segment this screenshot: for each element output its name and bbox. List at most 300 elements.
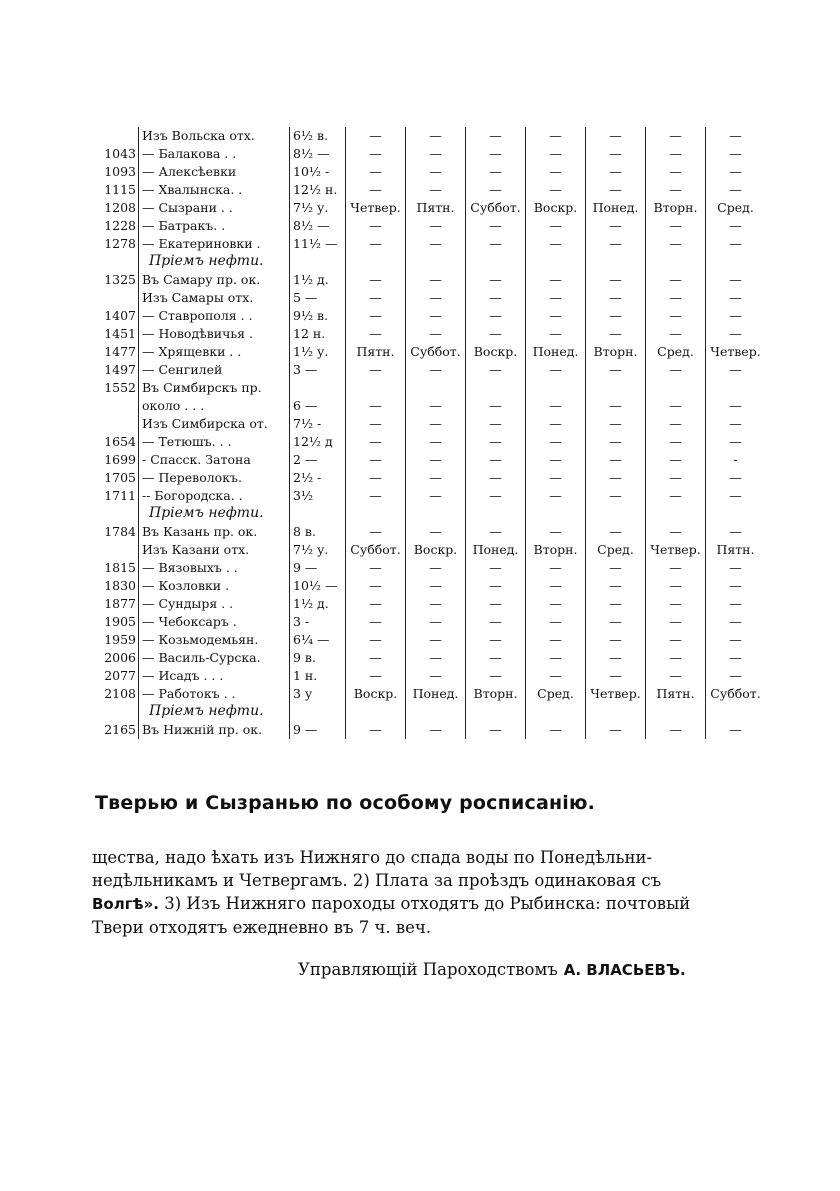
time-cell: 9 в. bbox=[290, 649, 346, 667]
schedule-row bbox=[92, 235, 765, 253]
weekday-cell: — bbox=[526, 217, 586, 235]
weekday-cell: — bbox=[526, 289, 586, 307]
weekday-cell: — bbox=[706, 469, 766, 487]
weekday-cell bbox=[706, 505, 766, 523]
schedule-row bbox=[92, 577, 765, 595]
weekday-cell: — bbox=[706, 721, 766, 739]
weekday-cell bbox=[706, 253, 766, 271]
time-cell: 10½ - bbox=[290, 163, 346, 181]
weekday-cell: — bbox=[406, 235, 466, 253]
weekday-cell: — bbox=[346, 433, 406, 451]
note-bold-text: Волгѣ». bbox=[92, 895, 159, 913]
weekday-cell: — bbox=[406, 145, 466, 163]
weekday-cell: — bbox=[586, 721, 646, 739]
weekday-cell: — bbox=[466, 469, 526, 487]
weekday-cell: - bbox=[706, 451, 766, 469]
station-name: Пріемъ нефти. bbox=[139, 505, 290, 523]
verst-mark: 1497 bbox=[104, 362, 136, 377]
weekday-cell: — bbox=[706, 181, 766, 199]
verst-mark: 2077 bbox=[104, 668, 136, 683]
weekday-cell: — bbox=[466, 235, 526, 253]
weekday-cell: — bbox=[466, 667, 526, 685]
weekday-cell: — bbox=[706, 631, 766, 649]
weekday-cell: — bbox=[706, 361, 766, 379]
weekday-cell: — bbox=[526, 127, 586, 145]
weekday-cell: — bbox=[346, 631, 406, 649]
station-name: — Сундыря . . bbox=[139, 595, 290, 613]
weekday-cell: — bbox=[586, 217, 646, 235]
weekday-cell: — bbox=[346, 721, 406, 739]
time-cell: 10½ — bbox=[290, 577, 346, 595]
station-name: — Батракъ. . bbox=[139, 217, 290, 235]
weekday-cell: — bbox=[706, 289, 766, 307]
weekday-cell: — bbox=[586, 397, 646, 415]
weekday-cell: — bbox=[406, 595, 466, 613]
weekday-cell: — bbox=[346, 361, 406, 379]
verst-mark: 1115 bbox=[104, 182, 136, 197]
time-cell: 1½ у. bbox=[290, 343, 346, 361]
station-name: Въ Симбирскъ пр. bbox=[139, 379, 290, 397]
weekday-cell: Понед. bbox=[466, 541, 526, 559]
weekday-cell: — bbox=[586, 469, 646, 487]
weekday-cell: Пятн. bbox=[646, 685, 706, 703]
schedule-row bbox=[92, 451, 765, 469]
verst-mark: 1877 bbox=[104, 596, 136, 611]
station-name: Изъ Самары отх. bbox=[139, 289, 290, 307]
verst-mark bbox=[92, 127, 139, 145]
weekday-cell: — bbox=[346, 397, 406, 415]
weekday-cell: — bbox=[466, 397, 526, 415]
schedule-row bbox=[92, 685, 765, 703]
time-cell: 3½ bbox=[290, 487, 346, 505]
weekday-cell: — bbox=[406, 667, 466, 685]
weekday-cell: — bbox=[346, 415, 406, 433]
weekday-cell bbox=[466, 505, 526, 523]
weekday-cell: — bbox=[706, 523, 766, 541]
schedule-row bbox=[92, 667, 765, 685]
weekday-cell: — bbox=[406, 721, 466, 739]
weekday-cell: — bbox=[346, 451, 406, 469]
weekday-cell: — bbox=[406, 451, 466, 469]
verst-mark: 1208 bbox=[104, 200, 136, 215]
time-cell: 8 в. bbox=[290, 523, 346, 541]
weekday-cell: Вторн. bbox=[586, 343, 646, 361]
weekday-cell: — bbox=[406, 361, 466, 379]
weekday-cell: — bbox=[526, 595, 586, 613]
weekday-cell bbox=[406, 253, 466, 271]
weekday-cell: Воскр. bbox=[466, 343, 526, 361]
weekday-cell: — bbox=[406, 307, 466, 325]
weekday-cell: — bbox=[646, 721, 706, 739]
note-line: Твери отходятъ ежедневно въ 7 ч. веч. bbox=[92, 918, 432, 937]
weekday-cell bbox=[346, 505, 406, 523]
weekday-cell: — bbox=[346, 307, 406, 325]
weekday-cell: — bbox=[706, 145, 766, 163]
note-text: 3) Изъ Нижняго пароходы отходятъ до Рыбинска: почтовый bbox=[159, 894, 691, 913]
time-cell: 6¼ — bbox=[290, 631, 346, 649]
weekday-cell: — bbox=[346, 163, 406, 181]
weekday-cell: — bbox=[526, 433, 586, 451]
station-name: - Спасск. Затона bbox=[139, 451, 290, 469]
verst-mark: 1325 bbox=[104, 272, 136, 287]
verst-mark: 1711 bbox=[104, 488, 136, 503]
weekday-cell bbox=[526, 379, 586, 397]
weekday-cell: — bbox=[646, 577, 706, 595]
weekday-cell: — bbox=[346, 127, 406, 145]
weekday-cell: — bbox=[646, 325, 706, 343]
weekday-cell: — bbox=[346, 217, 406, 235]
schedule-row bbox=[92, 361, 765, 379]
weekday-cell: Суббот. bbox=[706, 685, 766, 703]
weekday-cell: Сред. bbox=[646, 343, 706, 361]
weekday-cell: — bbox=[526, 415, 586, 433]
weekday-cell: — bbox=[706, 559, 766, 577]
weekday-cell: — bbox=[646, 271, 706, 289]
verst-mark: 1784 bbox=[104, 524, 136, 539]
station-name: около . . . bbox=[139, 397, 290, 415]
station-name: — Тетюшъ. . . bbox=[139, 433, 290, 451]
weekday-cell: — bbox=[346, 667, 406, 685]
schedule-row bbox=[92, 343, 765, 361]
weekday-cell: Понед. bbox=[406, 685, 466, 703]
note-line: щества, надо ѣхать изъ Нижняго до спада воды по Понедѣльни- bbox=[92, 848, 653, 867]
time-cell: 9½ в. bbox=[290, 307, 346, 325]
weekday-cell: — bbox=[346, 469, 406, 487]
schedule-row bbox=[92, 487, 765, 505]
time-cell bbox=[290, 505, 346, 523]
weekday-cell: Воскр. bbox=[406, 541, 466, 559]
weekday-cell: — bbox=[466, 217, 526, 235]
weekday-cell: — bbox=[646, 559, 706, 577]
schedule-row bbox=[92, 631, 765, 649]
time-cell bbox=[290, 253, 346, 271]
weekday-cell bbox=[706, 703, 766, 721]
verst-mark: 1699 bbox=[104, 452, 136, 467]
schedule-row bbox=[92, 199, 765, 217]
weekday-cell bbox=[346, 379, 406, 397]
weekday-cell: Четвер. bbox=[586, 685, 646, 703]
time-cell: 12½ н. bbox=[290, 181, 346, 199]
weekday-cell: — bbox=[346, 577, 406, 595]
weekday-cell: — bbox=[406, 559, 466, 577]
weekday-cell: — bbox=[526, 559, 586, 577]
weekday-cell bbox=[466, 703, 526, 721]
time-cell: 11½ — bbox=[290, 235, 346, 253]
station-name: — Хрящевки . . bbox=[139, 343, 290, 361]
time-cell bbox=[290, 379, 346, 397]
weekday-cell: Пятн. bbox=[346, 343, 406, 361]
verst-mark bbox=[92, 289, 139, 307]
schedule-row bbox=[92, 649, 765, 667]
weekday-cell: — bbox=[406, 397, 466, 415]
verst-mark: 1228 bbox=[104, 218, 136, 233]
schedule-row bbox=[92, 289, 765, 307]
verst-mark: 1705 bbox=[104, 470, 136, 485]
weekday-cell: — bbox=[646, 217, 706, 235]
timetable-body bbox=[92, 127, 765, 739]
weekday-cell: — bbox=[466, 415, 526, 433]
weekday-cell: — bbox=[526, 631, 586, 649]
weekday-cell bbox=[646, 505, 706, 523]
verst-mark: 2108 bbox=[104, 686, 136, 701]
weekday-cell: — bbox=[466, 613, 526, 631]
weekday-cell: — bbox=[646, 631, 706, 649]
verst-mark: 1815 bbox=[104, 560, 136, 575]
weekday-cell: Четвер. bbox=[706, 343, 766, 361]
station-name: — Работокъ . . bbox=[139, 685, 290, 703]
weekday-cell: — bbox=[466, 577, 526, 595]
weekday-cell: — bbox=[346, 595, 406, 613]
schedule-row bbox=[92, 469, 765, 487]
station-name: — Сызрани . . bbox=[139, 199, 290, 217]
weekday-cell bbox=[646, 379, 706, 397]
weekday-cell: — bbox=[586, 361, 646, 379]
weekday-cell: — bbox=[466, 721, 526, 739]
weekday-cell: Сред. bbox=[586, 541, 646, 559]
weekday-cell: — bbox=[646, 163, 706, 181]
weekday-cell: — bbox=[346, 271, 406, 289]
weekday-cell: — bbox=[466, 127, 526, 145]
schedule-row bbox=[92, 307, 765, 325]
weekday-cell: — bbox=[586, 523, 646, 541]
signature-name: А. ВЛАСЬЕВЪ. bbox=[563, 961, 686, 979]
weekday-cell bbox=[586, 505, 646, 523]
weekday-cell: — bbox=[646, 595, 706, 613]
weekday-cell: — bbox=[526, 163, 586, 181]
verst-mark bbox=[92, 703, 139, 721]
schedule-row bbox=[92, 541, 765, 559]
weekday-cell: — bbox=[706, 163, 766, 181]
station-name: — Козьмодемьян. bbox=[139, 631, 290, 649]
weekday-cell: — bbox=[646, 433, 706, 451]
weekday-cell: — bbox=[586, 325, 646, 343]
weekday-cell: — bbox=[586, 235, 646, 253]
weekday-cell: — bbox=[526, 649, 586, 667]
weekday-cell: — bbox=[586, 577, 646, 595]
weekday-cell: — bbox=[466, 559, 526, 577]
weekday-cell: — bbox=[466, 433, 526, 451]
time-cell: 7½ у. bbox=[290, 199, 346, 217]
weekday-cell: — bbox=[526, 307, 586, 325]
weekday-cell: Сред. bbox=[526, 685, 586, 703]
weekday-cell: — bbox=[466, 487, 526, 505]
time-cell: 7½ у. bbox=[290, 541, 346, 559]
weekday-cell: Суббот. bbox=[466, 199, 526, 217]
weekday-cell: — bbox=[346, 559, 406, 577]
weekday-cell: — bbox=[706, 649, 766, 667]
weekday-cell: — bbox=[406, 181, 466, 199]
weekday-cell: — bbox=[466, 649, 526, 667]
weekday-cell bbox=[346, 703, 406, 721]
schedule-row bbox=[92, 181, 765, 199]
weekday-cell: — bbox=[466, 451, 526, 469]
time-cell: 6 — bbox=[290, 397, 346, 415]
weekday-cell bbox=[406, 379, 466, 397]
weekday-cell: — bbox=[706, 397, 766, 415]
weekday-cell bbox=[466, 379, 526, 397]
weekday-cell: Вторн. bbox=[466, 685, 526, 703]
weekday-cell bbox=[586, 703, 646, 721]
time-cell: 2½ - bbox=[290, 469, 346, 487]
schedule-row bbox=[92, 163, 765, 181]
weekday-cell: — bbox=[586, 595, 646, 613]
schedule-row bbox=[92, 325, 765, 343]
schedule-row bbox=[92, 127, 765, 145]
verst-mark: 1552 bbox=[104, 380, 136, 395]
weekday-cell: — bbox=[706, 595, 766, 613]
weekday-cell: — bbox=[346, 289, 406, 307]
verst-mark: 2165 bbox=[104, 722, 136, 737]
verst-mark bbox=[92, 253, 139, 271]
weekday-cell: — bbox=[346, 235, 406, 253]
weekday-cell: — bbox=[466, 631, 526, 649]
station-name: — Вязовыхъ . . bbox=[139, 559, 290, 577]
weekday-cell: — bbox=[586, 649, 646, 667]
weekday-cell: — bbox=[586, 613, 646, 631]
weekday-cell: Понед. bbox=[526, 343, 586, 361]
section-heading: Тверью и Сызранью по особому росписанію. bbox=[95, 792, 596, 814]
weekday-cell: — bbox=[526, 469, 586, 487]
time-cell: 3 — bbox=[290, 361, 346, 379]
weekday-cell: — bbox=[646, 649, 706, 667]
weekday-cell: — bbox=[646, 145, 706, 163]
station-name: Въ Нижній пр. ок. bbox=[139, 721, 290, 739]
station-name: Изъ Симбирска от. bbox=[139, 415, 290, 433]
time-cell: 12½ д bbox=[290, 433, 346, 451]
weekday-cell: Воскр. bbox=[346, 685, 406, 703]
weekday-cell bbox=[586, 379, 646, 397]
station-name: — Хвалынска. . bbox=[139, 181, 290, 199]
weekday-cell: — bbox=[346, 523, 406, 541]
time-cell: 8½ — bbox=[290, 217, 346, 235]
station-name: Изъ Вольска отх. bbox=[139, 127, 290, 145]
weekday-cell: Вторн. bbox=[646, 199, 706, 217]
weekday-cell: — bbox=[586, 451, 646, 469]
weekday-cell: — bbox=[406, 415, 466, 433]
weekday-cell: — bbox=[586, 667, 646, 685]
verst-mark: 1407 bbox=[104, 308, 136, 323]
verst-mark: 1451 bbox=[104, 326, 136, 341]
weekday-cell: — bbox=[526, 721, 586, 739]
weekday-cell: — bbox=[526, 325, 586, 343]
schedule-row bbox=[92, 379, 765, 397]
verst-mark: 1477 bbox=[104, 344, 136, 359]
weekday-cell bbox=[706, 379, 766, 397]
weekday-cell: — bbox=[406, 217, 466, 235]
weekday-cell: — bbox=[466, 325, 526, 343]
weekday-cell: — bbox=[466, 163, 526, 181]
weekday-cell: — bbox=[706, 307, 766, 325]
weekday-cell: Четвер. bbox=[646, 541, 706, 559]
weekday-cell: — bbox=[646, 181, 706, 199]
schedule-row bbox=[92, 397, 765, 415]
signature-prefix: Управляющій Пароходствомъ bbox=[298, 960, 558, 979]
time-cell: 1½ д. bbox=[290, 595, 346, 613]
station-name: Въ Самару пр. ок. bbox=[139, 271, 290, 289]
station-name: Въ Казань пр. ок. bbox=[139, 523, 290, 541]
weekday-cell bbox=[526, 703, 586, 721]
weekday-cell: — bbox=[526, 523, 586, 541]
signature bbox=[298, 960, 686, 979]
weekday-cell: — bbox=[706, 271, 766, 289]
weekday-cell: — bbox=[526, 397, 586, 415]
weekday-cell: — bbox=[406, 469, 466, 487]
oil-intake-row bbox=[92, 703, 765, 721]
weekday-cell bbox=[526, 253, 586, 271]
weekday-cell: — bbox=[706, 235, 766, 253]
weekday-cell: — bbox=[406, 631, 466, 649]
weekday-cell: — bbox=[586, 307, 646, 325]
weekday-cell: — bbox=[646, 613, 706, 631]
verst-mark: 1043 bbox=[104, 146, 136, 161]
verst-mark bbox=[92, 415, 139, 433]
weekday-cell: — bbox=[406, 163, 466, 181]
weekday-cell: — bbox=[466, 307, 526, 325]
weekday-cell: — bbox=[526, 487, 586, 505]
weekday-cell: — bbox=[466, 361, 526, 379]
time-cell: 9 — bbox=[290, 721, 346, 739]
weekday-cell: — bbox=[466, 145, 526, 163]
time-cell: 3 - bbox=[290, 613, 346, 631]
station-name: — Козловки . bbox=[139, 577, 290, 595]
weekday-cell bbox=[586, 253, 646, 271]
weekday-cell: — bbox=[586, 181, 646, 199]
weekday-cell: — bbox=[646, 397, 706, 415]
weekday-cell: — bbox=[526, 451, 586, 469]
schedule-row bbox=[92, 415, 765, 433]
weekday-cell: Суббот. bbox=[346, 541, 406, 559]
weekday-cell: — bbox=[466, 523, 526, 541]
weekday-cell: — bbox=[586, 289, 646, 307]
weekday-cell: — bbox=[586, 145, 646, 163]
weekday-cell: — bbox=[586, 127, 646, 145]
schedule-row bbox=[92, 595, 765, 613]
weekday-cell: — bbox=[646, 361, 706, 379]
weekday-cell: — bbox=[526, 235, 586, 253]
weekday-cell: — bbox=[526, 271, 586, 289]
weekday-cell: — bbox=[466, 595, 526, 613]
weekday-cell: — bbox=[466, 271, 526, 289]
weekday-cell: — bbox=[346, 181, 406, 199]
weekday-cell: — bbox=[406, 289, 466, 307]
weekday-cell: — bbox=[526, 667, 586, 685]
schedule-row bbox=[92, 523, 765, 541]
weekday-cell: — bbox=[466, 181, 526, 199]
weekday-cell: — bbox=[526, 577, 586, 595]
verst-mark: 1905 bbox=[104, 614, 136, 629]
weekday-cell: — bbox=[346, 325, 406, 343]
schedule-row bbox=[92, 559, 765, 577]
weekday-cell: — bbox=[526, 361, 586, 379]
weekday-cell bbox=[646, 253, 706, 271]
weekday-cell: — bbox=[526, 145, 586, 163]
time-cell: 8½ — bbox=[290, 145, 346, 163]
weekday-cell bbox=[346, 253, 406, 271]
weekday-cell: Вторн. bbox=[526, 541, 586, 559]
station-name: -- Богородска. . bbox=[139, 487, 290, 505]
weekday-cell: — bbox=[346, 613, 406, 631]
weekday-cell: — bbox=[646, 235, 706, 253]
weekday-cell: — bbox=[646, 469, 706, 487]
verst-mark: 1093 bbox=[104, 164, 136, 179]
weekday-cell bbox=[406, 505, 466, 523]
schedule-row bbox=[92, 613, 765, 631]
weekday-cell: — bbox=[406, 523, 466, 541]
weekday-cell bbox=[466, 253, 526, 271]
weekday-cell: — bbox=[646, 451, 706, 469]
time-cell: 9 — bbox=[290, 559, 346, 577]
weekday-cell: — bbox=[646, 415, 706, 433]
